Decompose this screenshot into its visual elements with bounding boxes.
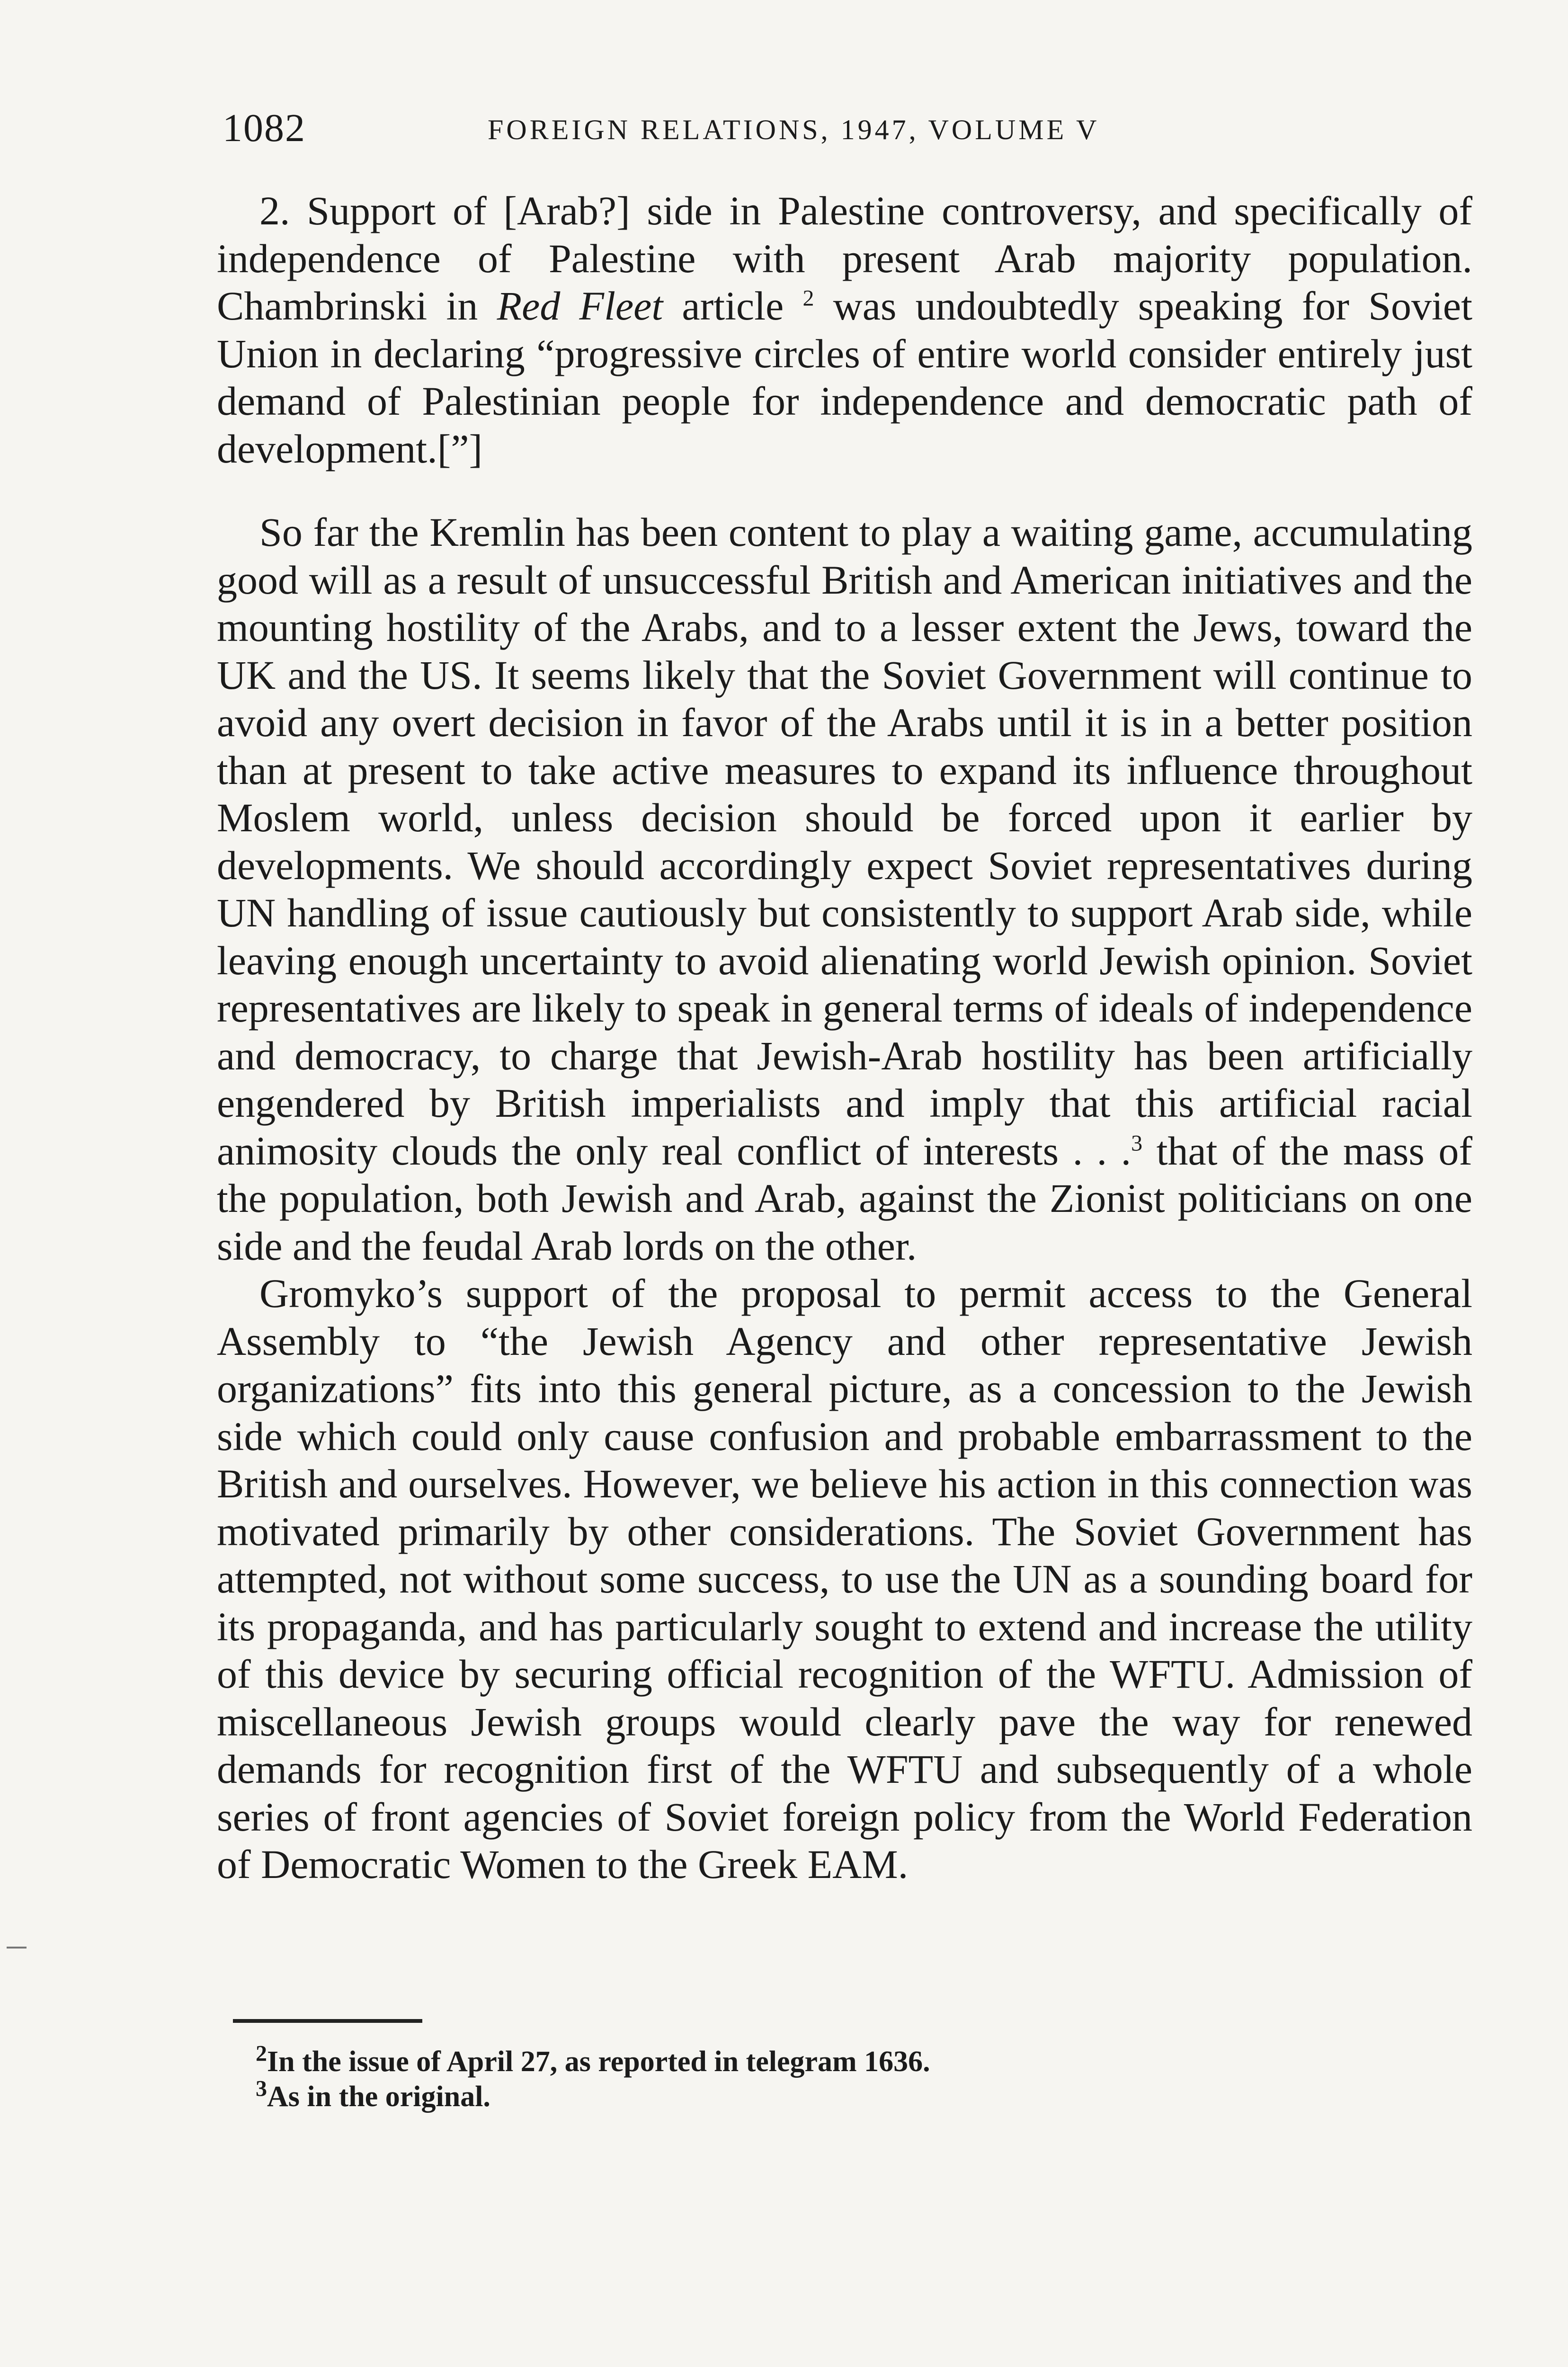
paragraph-1-text-b: article bbox=[663, 283, 784, 329]
page-header bbox=[223, 105, 1472, 157]
paragraph-1 bbox=[217, 187, 1472, 472]
footnote-2-text: In the issue of April 27, as reported in telegram 1636. bbox=[267, 2046, 930, 2078]
paragraph-1-text-a: 2. Support of [Arab?] side in Palestine controversy, and specifically of independence of Palestine with present Arab majority population. Chambrinski in bbox=[217, 188, 1472, 329]
paragraph-2-text-a: So far the Kremlin has been content to play a waiting game, accumulating good will as a result of unsuccessful British and American initiatives and the mounting hostility of the Arabs, and to a lesser extent the Jews, toward the UK and the US. It seems likely that the Soviet Government will continue to avoid any overt decision in favor of the Arabs until it is in a better position than at present to take active measures to expand its influence throughout Moslem world, unless decision should be forced upon it earlier by developments. We should accordingly expect Soviet representatives during UN handling of issue cautiously but consistently to support Arab side, while leaving enough uncertainty to avoid alienating world Jewish opinion. Soviet representatives are likely to speak in general terms of ideals of independence and democracy, to charge that Jewish-Arab hostility has been artificially engendered by British imperialists and imply that this artificial racial animosity clouds the only real conflict of interests . . . bbox=[217, 509, 1472, 1174]
footnote-ref-3: 3 bbox=[1131, 1130, 1143, 1156]
footnotes bbox=[256, 2041, 1439, 2114]
running-head: FOREIGN RELATIONS, 1947, VOLUME V bbox=[488, 114, 1100, 145]
margin-mark bbox=[7, 1947, 27, 1949]
footnote-rule bbox=[233, 2019, 422, 2023]
footnote-ref-2: 2 bbox=[802, 285, 814, 311]
footnote-3-text: As in the original. bbox=[267, 2081, 490, 2113]
paragraph-2 bbox=[217, 508, 1472, 1270]
footnote-3 bbox=[256, 2076, 1439, 2114]
paragraph-1-text-c: was undoubtedly speaking for Soviet Union in declaring “progressive circles of entire world consider entirely just demand of Palestinian people for independence and democratic path of development.[”] bbox=[217, 283, 1472, 472]
footnote-2-mark: 2 bbox=[256, 2041, 267, 2066]
footnote-3-mark: 3 bbox=[256, 2076, 267, 2101]
paragraph-2-text-b: that of the mass of the population, both Jewish and Arab, against the Zionist politicians on one side and the feudal Arab lords on the other. bbox=[217, 1128, 1472, 1269]
red-fleet-title: Red Fleet bbox=[497, 283, 663, 329]
footnote-2 bbox=[256, 2041, 1439, 2079]
body-text bbox=[217, 187, 1472, 1888]
paragraph-3: Gromyko’s support of the proposal to permit access to the General Assembly to “the Jewish Agency and other representative Jewish organizations” fits into this general picture, as a concession to the Jewish side which could only cause confusion and probable embarrassment to the British and ourselves. However, we believe his action in this connection was motivated primarily by other considerations. The Soviet Government has attempted, not without some success, to use the UN as a sounding board for its propaganda, and has particularly sought to extend and increase the utility of this device by securing official recognition of the WFTU. Admission of miscellaneous Jewish groups would clearly pave the way for renewed demands for recognition first of the WFTU and subsequently of a whole series of front agencies of Soviet foreign policy from the World Federation of Democratic Women to the Greek EAM. bbox=[217, 1271, 1472, 1887]
page-number: 1082 bbox=[223, 106, 306, 150]
